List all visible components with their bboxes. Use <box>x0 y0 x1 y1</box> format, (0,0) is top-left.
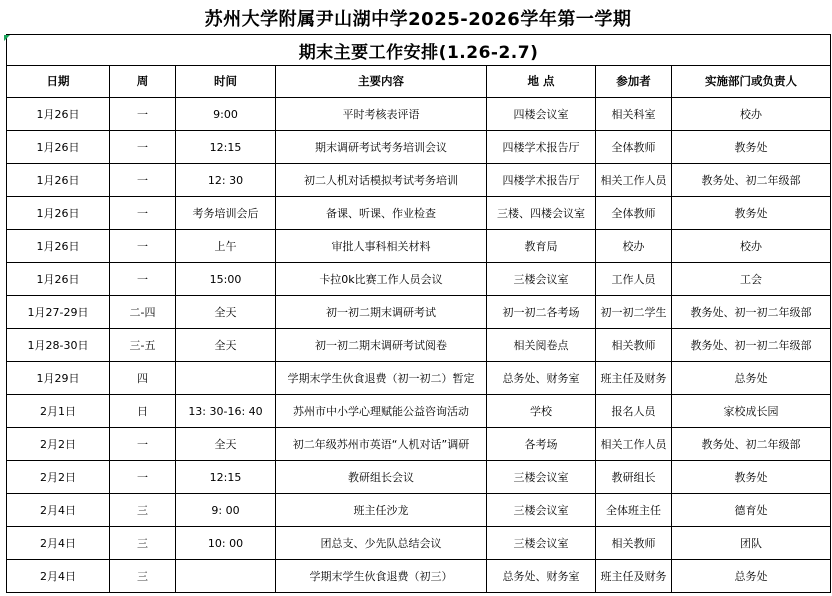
time-cell[interactable]: 全天 <box>176 329 276 362</box>
content-cell[interactable]: 初一初二期末调研考试 <box>276 296 487 329</box>
content-cell[interactable]: 苏州市中小学心理赋能公益咨询活动 <box>276 395 487 428</box>
content-cell[interactable]: 期末调研考试考务培训会议 <box>276 131 487 164</box>
department-cell[interactable]: 教务处、初二年级部 <box>672 428 831 461</box>
participants-cell[interactable]: 教研组长 <box>596 461 672 494</box>
header-location[interactable]: 地 点 <box>487 66 596 98</box>
time-cell[interactable]: 12: 30 <box>176 164 276 197</box>
participants-cell[interactable]: 班主任及财务 <box>596 362 672 395</box>
location-cell[interactable]: 教育局 <box>487 230 596 263</box>
date-cell[interactable]: 1月27-29日 <box>7 296 110 329</box>
time-cell[interactable]: 12:15 <box>176 131 276 164</box>
time-cell[interactable]: 10: 00 <box>176 527 276 560</box>
weekday-cell[interactable]: 一 <box>110 98 176 131</box>
location-cell[interactable]: 三楼会议室 <box>487 263 596 296</box>
department-cell[interactable]: 工会 <box>672 263 831 296</box>
date-cell[interactable]: 1月26日 <box>7 98 110 131</box>
time-cell[interactable] <box>176 560 276 593</box>
department-cell[interactable]: 教务处 <box>672 197 831 230</box>
table-row <box>7 362 831 395</box>
location-cell[interactable]: 学校 <box>487 395 596 428</box>
table-row <box>7 560 831 593</box>
content-cell[interactable]: 卡拉0k比赛工作人员会议 <box>276 263 487 296</box>
date-cell[interactable]: 1月28-30日 <box>7 329 110 362</box>
participants-cell[interactable]: 全体教师 <box>596 197 672 230</box>
weekday-cell[interactable]: 三 <box>110 527 176 560</box>
time-cell[interactable]: 15:00 <box>176 263 276 296</box>
time-cell[interactable]: 全天 <box>176 296 276 329</box>
time-cell[interactable]: 9: 00 <box>176 494 276 527</box>
participants-cell[interactable]: 校办 <box>596 230 672 263</box>
department-cell[interactable]: 校办 <box>672 98 831 131</box>
weekday-cell[interactable]: 四 <box>110 362 176 395</box>
subtitle-row <box>7 35 831 66</box>
date-cell[interactable]: 2月1日 <box>7 395 110 428</box>
content-cell[interactable]: 备课、听课、作业检查 <box>276 197 487 230</box>
schedule-sheet <box>6 2 830 593</box>
location-cell[interactable]: 三楼会议室 <box>487 527 596 560</box>
table-row <box>7 494 831 527</box>
location-cell[interactable]: 总务处、财务室 <box>487 560 596 593</box>
sheet-subtitle[interactable]: 期末主要工作安排(1.26-2.7) <box>7 35 831 66</box>
date-cell[interactable]: 1月26日 <box>7 164 110 197</box>
weekday-cell[interactable]: 一 <box>110 461 176 494</box>
participants-cell[interactable]: 全体教师 <box>596 131 672 164</box>
time-cell[interactable]: 12:15 <box>176 461 276 494</box>
location-cell[interactable]: 四楼学术报告厅 <box>487 164 596 197</box>
content-cell[interactable]: 初一初二期末调研考试阅卷 <box>276 329 487 362</box>
date-cell[interactable]: 2月2日 <box>7 461 110 494</box>
content-cell[interactable]: 班主任沙龙 <box>276 494 487 527</box>
header-content[interactable]: 主要内容 <box>276 66 487 98</box>
weekday-cell[interactable]: 三 <box>110 494 176 527</box>
header-date[interactable]: 日期 <box>7 66 110 98</box>
time-cell[interactable]: 上午 <box>176 230 276 263</box>
location-cell[interactable]: 三楼会议室 <box>487 461 596 494</box>
participants-cell[interactable]: 相关工作人员 <box>596 428 672 461</box>
participants-cell[interactable]: 全体班主任 <box>596 494 672 527</box>
date-cell[interactable]: 2月4日 <box>7 494 110 527</box>
location-cell[interactable]: 各考场 <box>487 428 596 461</box>
weekday-cell[interactable]: 一 <box>110 230 176 263</box>
header-weekday[interactable]: 周 <box>110 66 176 98</box>
department-cell[interactable]: 教务处、初二年级部 <box>672 164 831 197</box>
time-cell[interactable]: 全天 <box>176 428 276 461</box>
schedule-table <box>6 34 831 593</box>
department-cell[interactable]: 家校成长园 <box>672 395 831 428</box>
time-cell[interactable] <box>176 362 276 395</box>
weekday-cell[interactable]: 一 <box>110 428 176 461</box>
location-cell[interactable]: 四楼会议室 <box>487 98 596 131</box>
weekday-cell[interactable]: 日 <box>110 395 176 428</box>
table-row <box>7 527 831 560</box>
participants-cell[interactable]: 相关工作人员 <box>596 164 672 197</box>
participants-cell[interactable]: 相关科室 <box>596 98 672 131</box>
participants-cell[interactable]: 班主任及财务 <box>596 560 672 593</box>
header-time[interactable]: 时间 <box>176 66 276 98</box>
content-cell[interactable]: 初二人机对话模拟考试考务培训 <box>276 164 487 197</box>
cell-comment-marker-icon <box>4 35 10 41</box>
location-cell[interactable]: 初一初二各考场 <box>487 296 596 329</box>
weekday-cell[interactable]: 一 <box>110 197 176 230</box>
date-cell[interactable]: 1月26日 <box>7 230 110 263</box>
department-cell[interactable]: 校办 <box>672 230 831 263</box>
time-cell[interactable]: 考务培训会后 <box>176 197 276 230</box>
table-row <box>7 230 831 263</box>
header-department[interactable]: 实施部门或负责人 <box>672 66 831 98</box>
table-row <box>7 461 831 494</box>
time-cell[interactable]: 9:00 <box>176 98 276 131</box>
participants-cell[interactable]: 初一初二学生 <box>596 296 672 329</box>
participants-cell[interactable]: 相关教师 <box>596 527 672 560</box>
content-cell[interactable]: 平时考核表评语 <box>276 98 487 131</box>
location-cell[interactable]: 三楼、四楼会议室 <box>487 197 596 230</box>
department-cell[interactable]: 总务处 <box>672 362 831 395</box>
table-row <box>7 263 831 296</box>
content-cell[interactable]: 学期末学生伙食退费（初一初二）暂定 <box>276 362 487 395</box>
department-cell[interactable]: 总务处 <box>672 560 831 593</box>
time-cell[interactable]: 13: 30-16: 40 <box>176 395 276 428</box>
weekday-cell[interactable]: 一 <box>110 263 176 296</box>
table-row <box>7 164 831 197</box>
table-row <box>7 131 831 164</box>
weekday-cell[interactable]: 一 <box>110 131 176 164</box>
date-cell[interactable]: 2月2日 <box>7 428 110 461</box>
location-cell[interactable]: 四楼学术报告厅 <box>487 131 596 164</box>
weekday-cell[interactable]: 三-五 <box>110 329 176 362</box>
table-row <box>7 98 831 131</box>
table-row <box>7 395 831 428</box>
department-cell[interactable]: 教务处、初一初二年级部 <box>672 296 831 329</box>
location-cell[interactable]: 总务处、财务室 <box>487 362 596 395</box>
table-row <box>7 329 831 362</box>
date-cell[interactable]: 1月29日 <box>7 362 110 395</box>
content-cell[interactable]: 学期末学生伙食退费（初三） <box>276 560 487 593</box>
content-cell[interactable]: 教研组长会议 <box>276 461 487 494</box>
date-cell[interactable]: 1月26日 <box>7 131 110 164</box>
weekday-cell[interactable]: 一 <box>110 164 176 197</box>
table-row <box>7 197 831 230</box>
location-cell[interactable]: 相关阅卷点 <box>487 329 596 362</box>
header-participants[interactable]: 参加者 <box>596 66 672 98</box>
participants-cell[interactable]: 报名人员 <box>596 395 672 428</box>
department-cell[interactable]: 德育处 <box>672 494 831 527</box>
department-cell[interactable]: 团队 <box>672 527 831 560</box>
content-cell[interactable]: 审批人事科相关材料 <box>276 230 487 263</box>
content-cell[interactable]: 团总支、少先队总结会议 <box>276 527 487 560</box>
sheet-title[interactable]: 苏州大学附属尹山湖中学2025-2026学年第一学期 <box>204 9 632 30</box>
date-cell[interactable]: 2月4日 <box>7 560 110 593</box>
date-cell[interactable]: 1月26日 <box>7 197 110 230</box>
weekday-cell[interactable]: 二-四 <box>110 296 176 329</box>
department-cell[interactable]: 教务处 <box>672 131 831 164</box>
header-row <box>7 66 831 98</box>
department-cell[interactable]: 教务处 <box>672 461 831 494</box>
department-cell[interactable]: 教务处、初一初二年级部 <box>672 329 831 362</box>
location-cell[interactable]: 三楼会议室 <box>487 494 596 527</box>
participants-cell[interactable]: 工作人员 <box>596 263 672 296</box>
table-row <box>7 428 831 461</box>
weekday-cell[interactable]: 三 <box>110 560 176 593</box>
table-row <box>7 296 831 329</box>
content-cell[interactable]: 初二年级苏州市英语“人机对话”调研 <box>276 428 487 461</box>
date-cell[interactable]: 1月26日 <box>7 263 110 296</box>
date-cell[interactable]: 2月4日 <box>7 527 110 560</box>
participants-cell[interactable]: 相关教师 <box>596 329 672 362</box>
